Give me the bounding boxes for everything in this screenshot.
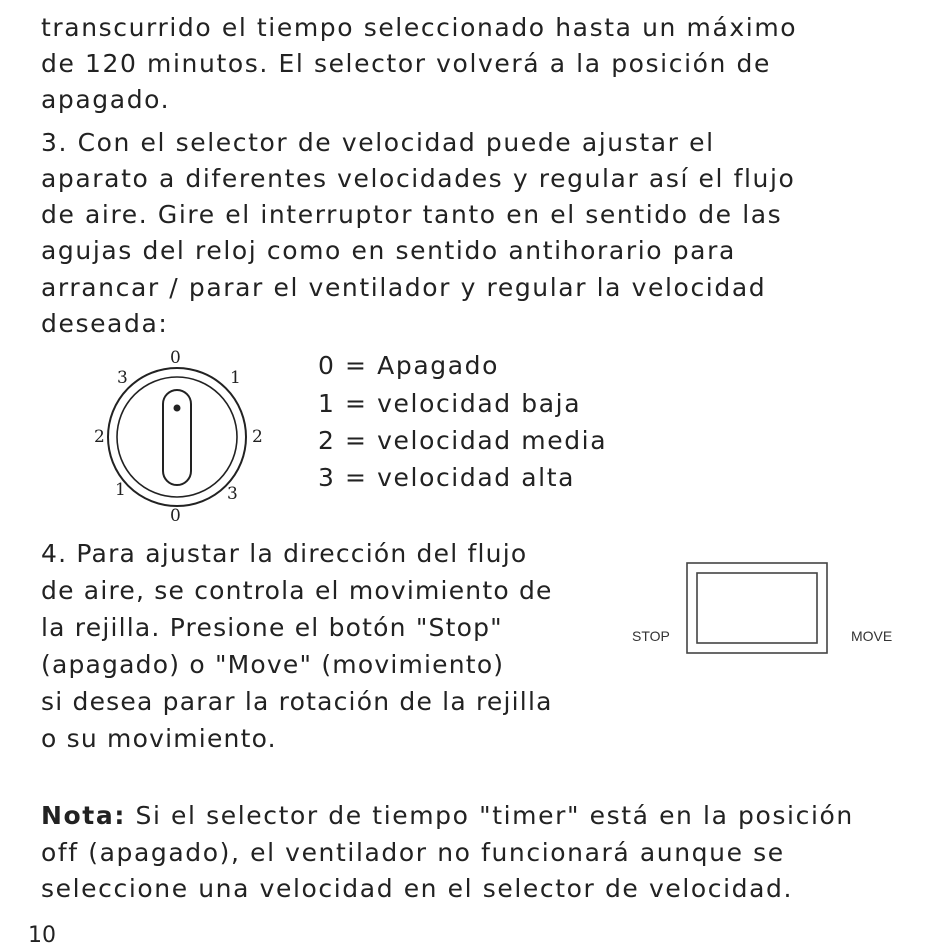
section4-line-6: o su movimiento.	[41, 724, 277, 753]
section4-line-4: (apagado) o "Move" (movimiento)	[41, 650, 505, 679]
move-button-label: MOVE	[851, 628, 893, 644]
speed-legend-2: 2 = velocidad media	[318, 426, 608, 455]
note-text-1: Si el selector de tiempo "timer" está en la posición	[125, 801, 854, 830]
stop-button-label: STOP	[632, 628, 670, 644]
dial-label-left: 2	[94, 427, 105, 447]
section4-line-2: de aire, se controla el movimiento de	[41, 576, 553, 605]
intro-line-3: apagado.	[41, 85, 171, 114]
dial-label-lower-left: 1	[115, 480, 126, 500]
note-line-2: off (apagado), el ventilador no funcionará aunque se	[41, 838, 785, 867]
dial-label-upper-right: 1	[230, 368, 241, 388]
dial-label-lower-right: 3	[227, 484, 238, 504]
section3-line-5: arrancar / parar el ventilador y regular la velocidad	[41, 273, 767, 302]
section3-line-3: de aire. Gire el interruptor tanto en el sentido de las	[41, 200, 783, 229]
section3-line-6: deseada:	[41, 309, 169, 338]
page-number: 10	[28, 923, 56, 948]
dial-label-bottom: 0	[170, 506, 181, 526]
speed-legend-3: 3 = velocidad alta	[318, 463, 576, 492]
section4-line-5: si desea parar la rotación de la rejilla	[41, 687, 553, 716]
section4-line-1: 4. Para ajustar la dirección del flujo	[41, 539, 528, 568]
speed-legend-0: 0 = Apagado	[318, 351, 499, 380]
speed-legend-1: 1 = velocidad baja	[318, 389, 582, 418]
section3-line-4: agujas del reloj como en sentido antihorario para	[41, 236, 736, 265]
intro-line-1: transcurrido el tiempo seleccionado hasta un máximo	[41, 13, 798, 42]
dial-label-top: 0	[170, 348, 181, 368]
note-label: Nota:	[41, 801, 126, 830]
intro-line-2: de 120 minutos. El selector volverá a la posición de	[41, 49, 771, 78]
section3-line-1: 3. Con el selector de velocidad puede ajustar el	[41, 128, 715, 157]
dial-label-upper-left: 3	[117, 368, 128, 388]
dial-label-right: 2	[252, 427, 263, 447]
note-line-1	[41, 798, 854, 834]
note-line-3: seleccione una velocidad en el selector de velocidad.	[41, 874, 794, 903]
section3-line-2: aparato a diferentes velocidades y regular así el flujo	[41, 164, 796, 193]
section4-line-3: la rejilla. Presione el botón "Stop"	[41, 613, 503, 642]
